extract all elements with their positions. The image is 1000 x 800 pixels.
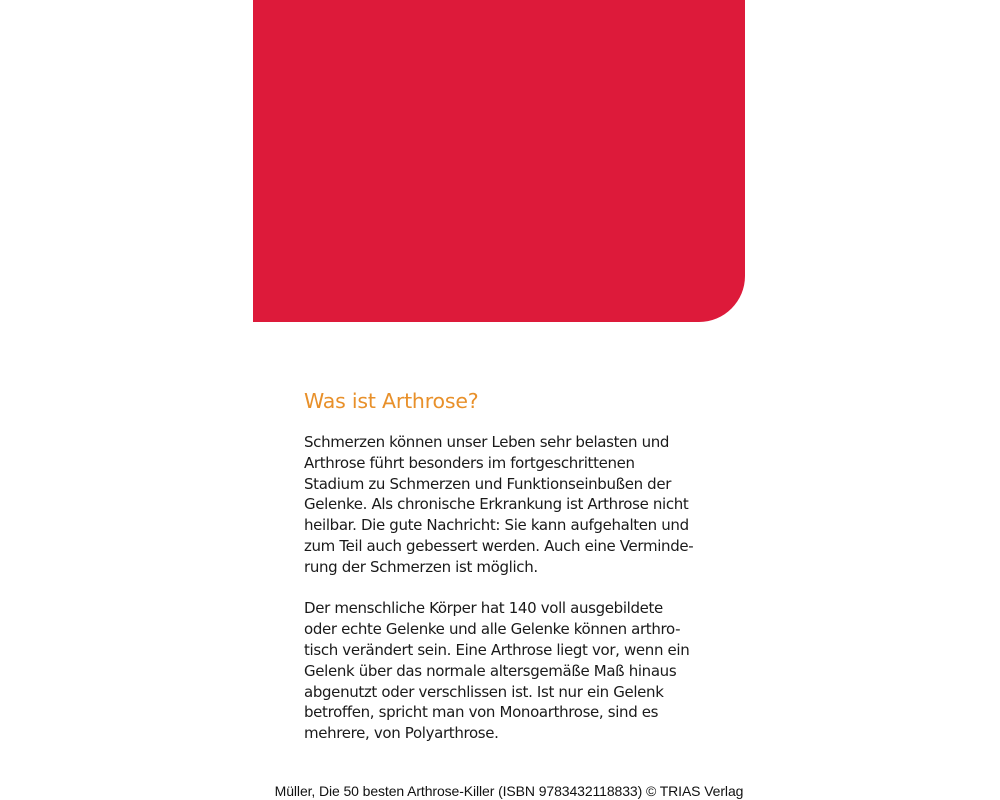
page-footer: Müller, Die 50 besten Arthrose-Killer (ISBN 9783432118833) © TRIAS Verlag (274, 783, 744, 799)
red-header-block (253, 0, 745, 322)
text-line: Schmerzen können unser Leben sehr belasten und (304, 433, 670, 451)
text-line: heilbar. Die gute Nachricht: Sie kann aufgehalten und (304, 516, 689, 535)
book-page (253, 0, 745, 800)
paragraph-1 (304, 432, 704, 578)
text-line: mehrere, von Polyarthrose. (304, 724, 499, 743)
text-line: abgenutzt oder verschlissen ist. Ist nur ein Gelenk (304, 682, 664, 701)
text-line: tisch verändert sein. Eine Arthrose liegt vor, wenn ein (304, 640, 690, 659)
text-line: Stadium zu Schmerzen und Funktionseinbußen der (304, 474, 672, 493)
paragraph-2 (304, 598, 704, 744)
text-line: betroffen, spricht man von Monoarthrose, sind es (304, 703, 659, 722)
text-line: Arthrose führt besonders im fortgeschrittenen (304, 453, 635, 472)
text-line: Gelenk über das normale altersgemäße Maß hinaus (304, 661, 677, 680)
section-heading: Was ist Arthrose? (304, 389, 479, 413)
page-content (304, 388, 704, 744)
text-line: Gelenke. Als chronische Erkrankung ist Arthrose nicht (304, 495, 689, 514)
text-line: rung der Schmerzen ist möglich. (304, 557, 538, 576)
text-line: zum Teil auch gebessert werden. Auch eine Verminde- (304, 536, 694, 555)
text-line: oder echte Gelenke und alle Gelenke können arthro- (304, 620, 681, 639)
text-line: Der menschliche Körper hat 140 voll ausgebildete (304, 599, 663, 618)
